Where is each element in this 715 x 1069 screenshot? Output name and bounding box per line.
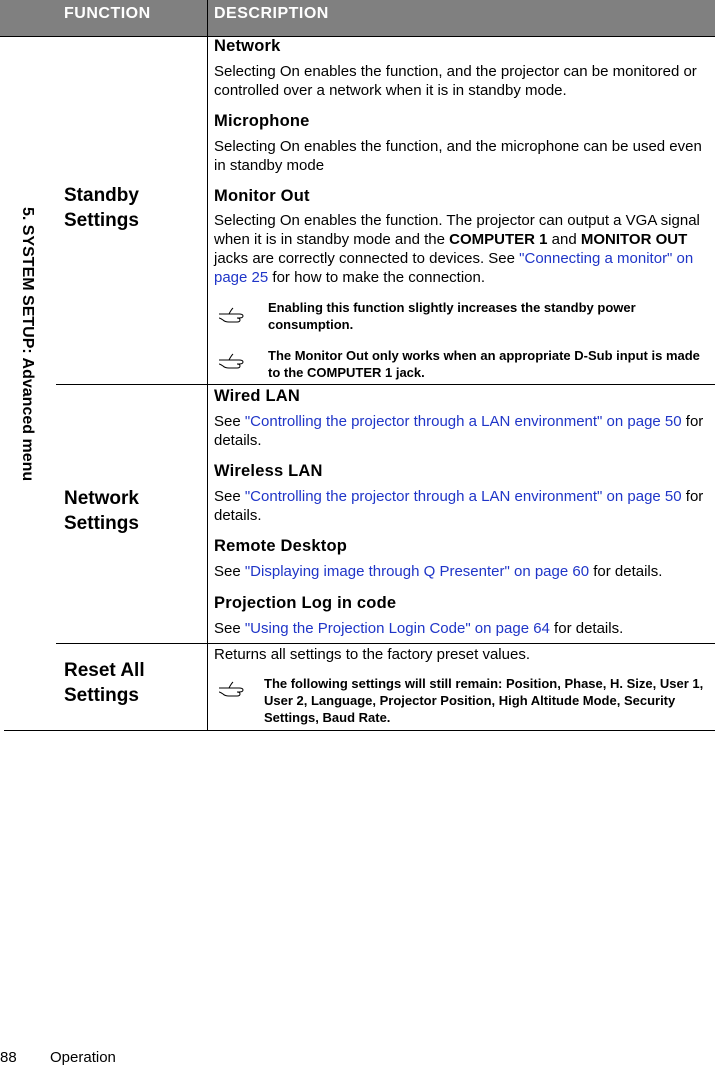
function-label-line: Network	[64, 488, 139, 509]
projection-log-heading: Projection Log in code	[214, 594, 397, 612]
remote-desktop-heading: Remote Desktop	[214, 537, 347, 555]
note-monitor-out: The Monitor Out only works when an appropriate D-Sub input is made to the COMPUTER 1 jack.	[268, 348, 700, 380]
function-label-line: Standby	[64, 185, 139, 206]
page-number: 88	[0, 1049, 17, 1066]
projection-log-text	[214, 619, 709, 638]
divider	[56, 384, 715, 385]
pointing-hand-icon	[217, 306, 251, 326]
table-header	[0, 0, 715, 37]
remote-desktop-text	[214, 562, 709, 581]
text-run: See	[214, 413, 245, 430]
text-run: jacks are correctly connected to devices. See	[214, 250, 520, 267]
monitor-out-text	[214, 211, 709, 287]
note-standby-power: Enabling this function slightly increases the standby power consumption.	[268, 300, 636, 332]
network-heading: Network	[214, 37, 281, 55]
text-run: See	[214, 563, 245, 580]
wired-lan-link[interactable]: "Controlling the projector through a LAN environment" on page 50	[244, 413, 682, 430]
function-label-line: Reset All	[64, 660, 145, 681]
monitor-link[interactable]: "Connecting a monitor" on page 25	[214, 250, 694, 286]
text-run: for how to make the connection.	[268, 269, 486, 286]
divider	[56, 643, 715, 644]
note-reset-remain: The following settings will still remain: Position, Phase, H. Size, User 1, User 2, Language, Projector Position, High Altitude Mode, Security Settings, Baud Rate.	[264, 676, 704, 725]
function-label-line: Settings	[64, 513, 139, 534]
reset-text: Returns all settings to the factory preset values.	[214, 646, 530, 663]
description-column-header: DESCRIPTION	[214, 5, 329, 22]
wireless-lan-link[interactable]: "Controlling the projector through a LAN environment" on page 50	[244, 488, 682, 505]
divider	[207, 0, 208, 731]
wired-lan-text	[214, 412, 709, 450]
text-run: for details.	[549, 620, 624, 637]
function-label-standby	[64, 183, 199, 233]
text-run: See	[214, 620, 245, 637]
text-run-bold: COMPUTER 1	[449, 231, 548, 248]
text-run: See	[214, 488, 245, 505]
function-label-line: Settings	[64, 210, 139, 231]
footer-section: Operation	[50, 1049, 116, 1066]
function-label-reset	[64, 658, 199, 708]
function-label-network	[64, 486, 199, 536]
pointing-hand-icon	[217, 680, 251, 700]
text-run: for details.	[214, 488, 704, 524]
monitor-out-heading: Monitor Out	[214, 187, 310, 205]
wired-lan-heading: Wired LAN	[214, 387, 300, 405]
remote-desktop-link[interactable]: "Displaying image through Q Presenter" on page 60	[244, 563, 590, 580]
text-run: and	[547, 231, 581, 248]
text-run-bold: MONITOR OUT	[580, 231, 688, 248]
projection-log-link[interactable]: "Using the Projection Login Code" on page 64	[244, 620, 550, 637]
text-run: for details.	[589, 563, 663, 580]
wireless-lan-heading: Wireless LAN	[214, 462, 323, 480]
pointing-hand-icon	[217, 352, 251, 372]
microphone-text: Selecting On enables the function, and the microphone can be used even in standby mode	[214, 138, 702, 174]
function-column-header: FUNCTION	[64, 5, 151, 22]
function-label-line: Settings	[64, 685, 139, 706]
text-run: Selecting On enables the function. The projector can output a VGA signal when it is in standby mode and the	[214, 212, 700, 248]
side-section-title: 5. SYSTEM SETUP: Advanced menu	[19, 207, 36, 482]
wireless-lan-text	[214, 487, 709, 525]
microphone-heading: Microphone	[214, 112, 310, 130]
text-run: for details.	[214, 413, 704, 449]
network-text: Selecting On enables the function, and the projector can be monitored or controlled over a network when it is in standby mode.	[214, 63, 697, 99]
side-section-title-wrap	[6, 37, 52, 731]
divider	[4, 730, 715, 731]
